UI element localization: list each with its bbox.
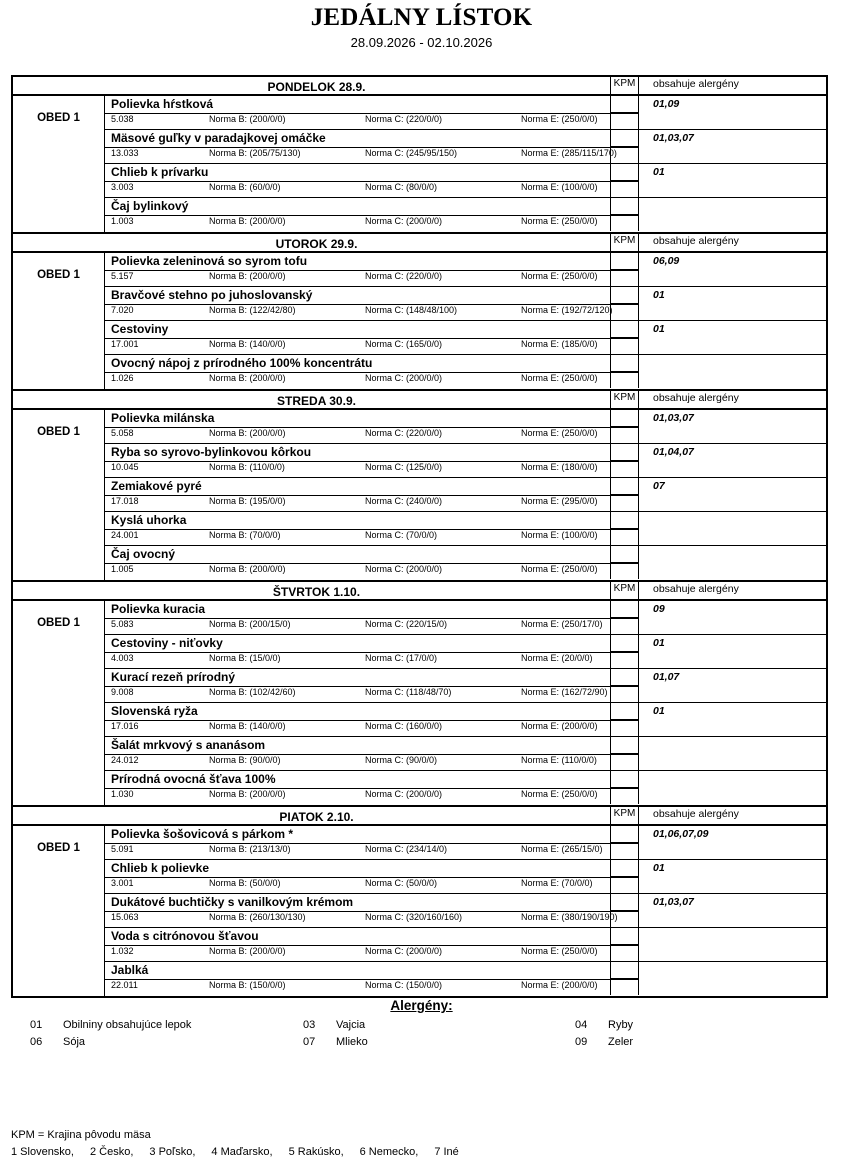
kpm-cell [610,410,639,443]
dish-name: Ovocný nápoj z prírodného 100% koncentrátu [111,356,373,370]
kpm-cell [610,771,639,804]
dish-allergens: 01,06,07,09 [653,828,709,840]
kpm-cell-divider [611,944,638,945]
norm-b: Norma B: (200/0/0) [209,564,286,574]
norm-b: Norma B: (200/0/0) [209,271,286,281]
dish-code: 7.020 [111,305,134,315]
norm-e: Norma E: (192/72/120) [521,305,613,315]
dish-allergens: 01 [653,323,665,335]
kpm-cell-divider [611,978,638,979]
kpm-cell [610,894,639,927]
norm-e: Norma E: (250/0/0) [521,216,598,226]
norm-c: Norma C: (200/0/0) [365,216,443,226]
dish-code: 5.058 [111,428,134,438]
norm-c: Norma C: (90/0/0) [365,755,438,765]
dish-code: 1.005 [111,564,134,574]
dish-code: 15.063 [111,912,139,922]
menu-item [105,601,826,635]
allergens-header: obsahuje alergény [653,235,739,247]
kpm-cell-divider [611,180,638,181]
allergens-header: obsahuje alergény [653,808,739,820]
country-list [11,1146,475,1158]
allergen-legend-item: 01 Obilniny obsahujúce lepok [30,1019,192,1031]
dish-allergens: 07 [653,480,665,492]
norm-c: Norma C: (200/0/0) [365,946,443,956]
kpm-header: KPM [610,582,639,599]
norm-b: Norma B: (15/0/0) [209,653,281,663]
norm-c: Norma C: (150/0/0) [365,980,443,990]
day-name: PONDELOK 28.9. [267,80,366,94]
menu-item [105,287,826,321]
dish-code: 3.001 [111,878,134,888]
dish-name: Čaj ovocný [111,547,176,561]
kpm-cell [610,635,639,668]
day-header [13,234,826,253]
norm-e: Norma E: (250/17/0) [521,619,603,629]
menu-item [105,860,826,894]
allergen-legend-item: 03 Vajcia [303,1019,366,1031]
norm-e: Norma E: (250/0/0) [521,373,598,383]
kpm-header: KPM [610,77,639,94]
dish-name: Kyslá uhorka [111,513,187,527]
meal-items [104,826,826,996]
norm-c: Norma C: (165/0/0) [365,339,443,349]
allergens-header: obsahuje alergény [653,392,739,404]
allergen-legend-item: 09 Zeler [575,1036,634,1048]
day-section [13,807,826,997]
norm-b: Norma B: (200/0/0) [209,114,286,124]
day-section [13,391,826,582]
dish-code: 24.012 [111,755,139,765]
dish-allergens: 01,09 [653,98,680,110]
norm-c: Norma C: (200/0/0) [365,564,443,574]
day-name: UTOROK 29.9. [275,237,358,251]
menu-item [105,928,826,962]
menu-item [105,253,826,287]
menu-item [105,771,826,805]
menu-item [105,962,826,996]
dish-code: 13.033 [111,148,139,158]
day-section [13,582,826,807]
day-header [13,77,826,96]
dish-code: 22.011 [111,980,138,990]
kpm-cell-divider [611,651,638,652]
allergens-title: Alergény: [390,998,453,1013]
country-item: 7 Iné [434,1146,459,1158]
kpm-cell-divider [611,303,638,304]
dish-name: Jablká [111,963,149,977]
norm-b: Norma B: (213/13/0) [209,844,291,854]
dish-allergens: 01,03,07 [653,412,694,424]
norm-c: Norma C: (148/48/100) [365,305,458,315]
norm-b: Norma B: (140/0/0) [209,339,286,349]
norm-b: Norma B: (200/0/0) [209,216,286,226]
dish-code: 3.003 [111,182,134,192]
country-item: 4 Maďarsko, [211,1146,273,1158]
page-title: JEDÁLNY LÍSTOK [310,4,533,31]
norm-e: Norma E: (285/115/170) [521,148,617,158]
norm-c: Norma C: (220/0/0) [365,428,443,438]
kpm-cell [610,253,639,286]
meal-label: OBED 1 [37,617,80,629]
norm-e: Norma E: (250/0/0) [521,114,598,124]
kpm-cell [610,669,639,702]
dish-name: Čaj bylinkový [111,199,189,213]
kpm-cell-divider [611,876,638,877]
dish-name: Kurací rezeň prírodný [111,670,236,684]
menu-item [105,164,826,198]
norm-b: Norma B: (60/0/0) [209,182,281,192]
menu-item [105,321,826,355]
kpm-cell [610,737,639,770]
norm-e: Norma E: (250/0/0) [521,428,598,438]
kpm-cell [610,164,639,197]
norm-e: Norma E: (250/0/0) [521,271,598,281]
dish-name: Polievka šošovicová s párkom * [111,827,294,841]
kpm-cell [610,130,639,163]
country-item: 6 Nemecko, [359,1146,419,1158]
dish-name: Šalát mrkvový s ananásom [111,738,266,752]
menu-item [105,546,826,580]
menu-item [105,635,826,669]
norm-e: Norma E: (100/0/0) [521,530,598,540]
dish-allergens: 01,07 [653,671,680,683]
norm-b: Norma B: (140/0/0) [209,721,286,731]
kpm-cell-divider [611,787,638,788]
meal-items [104,96,826,232]
meal-items [104,410,826,580]
kpm-cell [610,355,639,388]
dish-code: 5.038 [111,114,134,124]
kpm-cell [610,860,639,893]
norm-c: Norma C: (118/48/70) [365,687,452,697]
norm-e: Norma E: (110/0/0) [521,755,597,765]
norm-e: Norma E: (100/0/0) [521,182,598,192]
meal-label: OBED 1 [37,269,80,281]
dish-code: 5.157 [111,271,134,281]
dish-name: Chlieb k polievke [111,861,210,875]
norm-b: Norma B: (122/42/80) [209,305,296,315]
dish-allergens: 01 [653,289,665,301]
norm-b: Norma B: (102/42/60) [209,687,296,697]
norm-c: Norma C: (80/0/0) [365,182,438,192]
kpm-cell [610,546,639,579]
kpm-cell-divider [611,910,638,911]
norm-b: Norma B: (200/0/0) [209,428,286,438]
dish-name: Mäsové guľky v paradajkovej omáčke [111,131,326,145]
kpm-cell-divider [611,719,638,720]
dish-allergens: 06,09 [653,255,680,267]
dish-code: 9.008 [111,687,134,697]
kpm-cell [610,703,639,736]
dish-allergens: 01,03,07 [653,132,694,144]
menu-item [105,894,826,928]
menu-item [105,96,826,130]
day-section [13,77,826,234]
norm-c: Norma C: (200/0/0) [365,373,443,383]
dish-code: 17.018 [111,496,139,506]
menu-item [105,410,826,444]
day-section [13,234,826,391]
kpm-note: KPM = Krajina pôvodu mäsa [11,1129,151,1141]
day-header [13,582,826,601]
norm-c: Norma C: (220/0/0) [365,114,443,124]
dish-code: 1.030 [111,789,134,799]
norm-e: Norma E: (295/0/0) [521,496,598,506]
kpm-cell-divider [611,371,638,372]
dish-name: Polievka hŕstková [111,97,214,111]
kpm-cell-divider [611,562,638,563]
kpm-cell-divider [611,528,638,529]
kpm-cell-divider [611,426,638,427]
norm-c: Norma C: (220/0/0) [365,271,443,281]
dish-name: Polievka milánska [111,411,215,425]
norm-e: Norma E: (200/0/0) [521,721,598,731]
day-header [13,391,826,410]
dish-allergens: 01,03,07 [653,896,694,908]
day-name: PIATOK 2.10. [279,810,354,824]
dish-name: Zemiakové pyré [111,479,202,493]
kpm-cell-divider [611,146,638,147]
menu-item [105,737,826,771]
norm-c: Norma C: (125/0/0) [365,462,443,472]
dish-allergens: 01 [653,705,665,717]
dish-name: Bravčové stehno po juhoslovanský [111,288,313,302]
dish-code: 1.003 [111,216,134,226]
dish-allergens: 09 [653,603,665,615]
norm-e: Norma E: (185/0/0) [521,339,598,349]
dish-name: Cestoviny [111,322,169,336]
norm-c: Norma C: (240/0/0) [365,496,443,506]
day-header [13,807,826,826]
norm-b: Norma B: (200/0/0) [209,789,286,799]
dish-code: 10.045 [111,462,139,472]
kpm-cell-divider [611,753,638,754]
allergens-header: obsahuje alergény [653,583,739,595]
norm-c: Norma C: (320/160/160) [365,912,463,922]
menu-item [105,669,826,703]
dish-allergens: 01 [653,862,665,874]
norm-b: Norma B: (195/0/0) [209,496,286,506]
menu-item [105,826,826,860]
kpm-cell-divider [611,269,638,270]
dish-name: Slovenská ryža [111,704,198,718]
dish-name: Prírodná ovocná šťava 100% [111,772,276,786]
kpm-cell [610,444,639,477]
kpm-cell-divider [611,494,638,495]
dish-code: 17.016 [111,721,139,731]
country-item: 2 Česko, [89,1146,134,1158]
country-item: 1 Slovensko, [11,1146,74,1158]
meal-label: OBED 1 [37,842,80,854]
kpm-cell [610,478,639,511]
norm-b: Norma B: (200/0/0) [209,946,286,956]
menu-item [105,355,826,389]
kpm-cell [610,96,639,129]
menu-item [105,703,826,737]
dish-allergens: 01 [653,637,665,649]
date-range: 28.09.2026 - 02.10.2026 [350,35,493,50]
kpm-cell-divider [611,214,638,215]
kpm-cell [610,198,639,231]
kpm-cell-divider [611,460,638,461]
norm-c: Norma C: (220/15/0) [365,619,448,629]
kpm-header: KPM [610,807,639,824]
dish-name: Cestoviny - niťovky [111,636,223,650]
dish-code: 4.003 [111,653,134,663]
norm-e: Norma E: (162/72/90) [521,687,608,697]
dish-name: Polievka kuracia [111,602,206,616]
kpm-header: KPM [610,234,639,251]
menu-item [105,444,826,478]
norm-c: Norma C: (160/0/0) [365,721,443,731]
dish-code: 1.032 [111,946,134,956]
kpm-cell [610,962,639,995]
norm-e: Norma E: (265/15/0) [521,844,603,854]
norm-b: Norma B: (110/0/0) [209,462,285,472]
allergen-legend-item: 04 Ryby [575,1019,634,1031]
allergens-header: obsahuje alergény [653,78,739,90]
day-name: STREDA 30.9. [277,394,356,408]
kpm-cell-divider [611,337,638,338]
dish-name: Chlieb k prívarku [111,165,209,179]
norm-e: Norma E: (250/0/0) [521,946,598,956]
dish-code: 5.091 [111,844,134,854]
meal-items [104,601,826,805]
kpm-cell [610,601,639,634]
norm-e: Norma E: (250/0/0) [521,564,598,574]
allergen-legend-item: 06 Sója [30,1036,86,1048]
country-item: 3 Poľsko, [149,1146,196,1158]
kpm-cell-divider [611,617,638,618]
norm-c: Norma C: (70/0/0) [365,530,438,540]
dish-name: Ryba so syrovo-bylinkovou kôrkou [111,445,312,459]
day-name: ŠTVRTOK 1.10. [272,585,361,599]
norm-b: Norma B: (200/15/0) [209,619,291,629]
norm-e: Norma E: (180/0/0) [521,462,598,472]
menu-item [105,478,826,512]
dish-code: 1.026 [111,373,134,383]
kpm-cell [610,287,639,320]
dish-name: Polievka zeleninová so syrom tofu [111,254,308,268]
menu-item [105,198,826,232]
norm-c: Norma C: (245/95/150) [365,148,458,158]
norm-c: Norma C: (200/0/0) [365,789,443,799]
norm-e: Norma E: (70/0/0) [521,878,593,888]
kpm-cell-divider [611,685,638,686]
kpm-cell [610,826,639,859]
dish-name: Voda s citrónovou šťavou [111,929,259,943]
meal-label: OBED 1 [37,112,80,124]
norm-b: Norma B: (70/0/0) [209,530,281,540]
menu-item [105,512,826,546]
kpm-cell-divider [611,112,638,113]
norm-c: Norma C: (17/0/0) [365,653,438,663]
kpm-header: KPM [610,391,639,408]
norm-e: Norma E: (200/0/0) [521,980,598,990]
kpm-cell [610,512,639,545]
menu-item [105,130,826,164]
norm-c: Norma C: (50/0/0) [365,878,438,888]
norm-b: Norma B: (150/0/0) [209,980,286,990]
dish-code: 24.001 [111,530,139,540]
dish-name: Dukátové buchtičky s vanilkovým krémom [111,895,354,909]
meal-items [104,253,826,389]
dish-allergens: 01,04,07 [653,446,694,458]
country-item: 5 Rakúsko, [288,1146,344,1158]
norm-c: Norma C: (234/14/0) [365,844,448,854]
norm-b: Norma B: (260/130/130) [209,912,306,922]
norm-b: Norma B: (200/0/0) [209,373,286,383]
menu-table [11,75,828,998]
kpm-cell [610,321,639,354]
norm-e: Norma E: (380/190/190) [521,912,618,922]
norm-b: Norma B: (50/0/0) [209,878,281,888]
kpm-cell [610,928,639,961]
norm-e: Norma E: (250/0/0) [521,789,598,799]
norm-b: Norma B: (90/0/0) [209,755,281,765]
dish-code: 17.001 [111,339,139,349]
dish-allergens: 01 [653,166,665,178]
meal-label: OBED 1 [37,426,80,438]
dish-code: 5.083 [111,619,134,629]
norm-e: Norma E: (20/0/0) [521,653,593,663]
allergen-legend-item: 07 Mlieko [303,1036,368,1048]
norm-b: Norma B: (205/75/130) [209,148,301,158]
kpm-cell-divider [611,842,638,843]
